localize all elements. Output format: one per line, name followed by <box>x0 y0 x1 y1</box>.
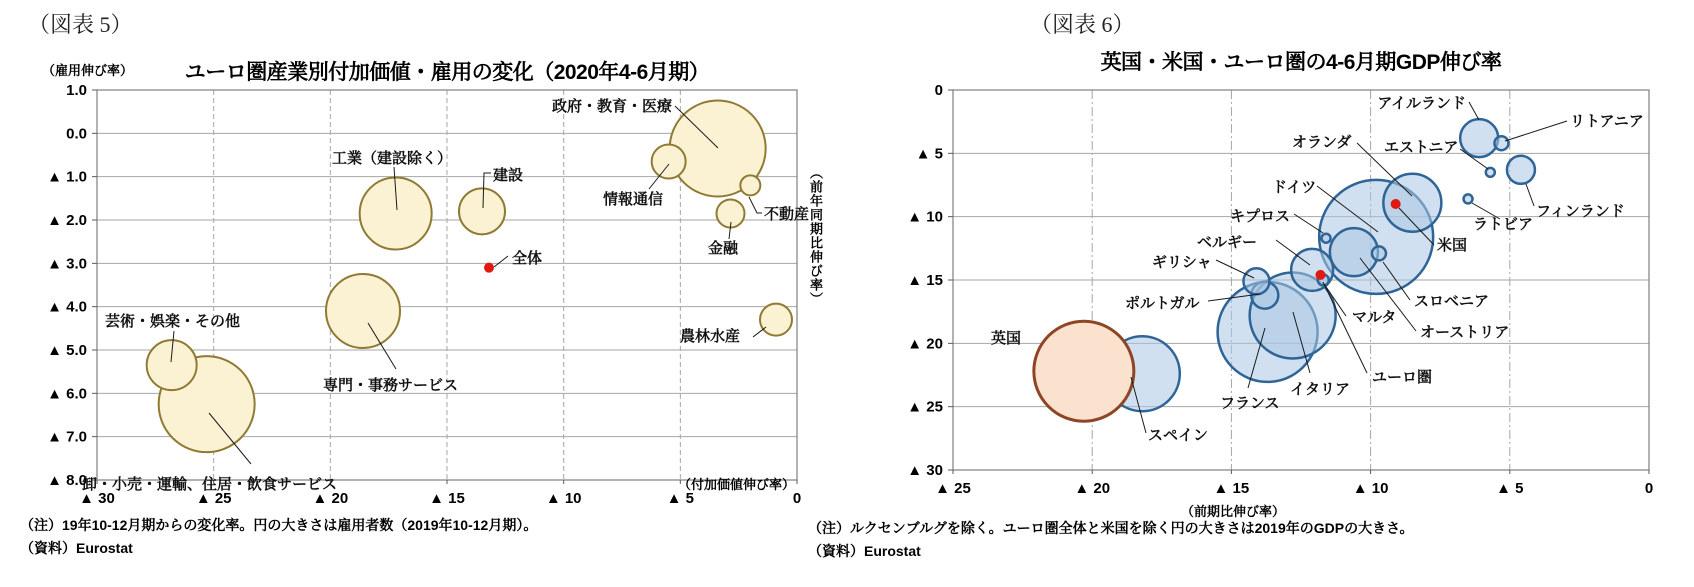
bubble-label: 英国 <box>991 330 1022 347</box>
fig5-label: （図表 5） <box>28 12 133 37</box>
bubble-label: キプロス <box>1230 208 1291 225</box>
bubble-label: 工業（建設除く） <box>331 150 453 167</box>
bubble-label: スロベニア <box>1414 293 1490 310</box>
fig5-x-axis-unit: （付加価値伸び率） <box>677 477 795 492</box>
bubble-label: スペイン <box>1148 427 1209 444</box>
y-tick-label: ▲ 10 <box>907 208 943 226</box>
bubble-label: ギリシャ <box>1152 254 1212 271</box>
y-tick-label: ▲ 20 <box>907 335 943 353</box>
bubble-label: 不動産 <box>764 206 810 223</box>
y-tick-label: ▲ 30 <box>907 462 943 479</box>
fig6-label: （図表 6） <box>1030 12 1135 37</box>
fig5-note: （注）19年10-12月期からの変化率。円の大きさは雇用者数（2019年10-12月期）。 <box>20 517 538 533</box>
leader-line <box>1469 102 1479 120</box>
bubble <box>459 188 505 234</box>
y-tick-label: 0.0 <box>66 125 87 143</box>
x-tick-label: ▲ 20 <box>1074 480 1111 497</box>
fig6-source: （資料）Eurostat <box>808 543 921 559</box>
x-tick-label: ▲ 15 <box>429 490 465 507</box>
bubble-label: 建設 <box>493 167 524 184</box>
y-tick-label: 0 <box>934 82 943 99</box>
y-tick-label: ▲ 3.0 <box>47 255 87 273</box>
bubble <box>740 175 760 195</box>
data-dot <box>484 263 494 273</box>
y-tick-label: ▲ 5 <box>915 145 943 163</box>
x-tick-label: ▲ 5 <box>1496 480 1524 497</box>
fig6-x-axis-unit: （前期比伸び率） <box>1180 504 1285 519</box>
x-tick-label: ▲ 15 <box>1213 480 1250 497</box>
fig5-title: ユーロ圏産業別付加価値・雇用の変化（2020年4-6月期） <box>184 61 710 84</box>
bubble-label: エストニア <box>1384 139 1459 156</box>
y-tick-label: ▲ 2.0 <box>47 212 87 229</box>
x-tick-label: 0 <box>792 490 802 507</box>
bubble <box>147 340 197 390</box>
bubble <box>1034 321 1134 421</box>
data-dot <box>1391 199 1401 209</box>
bubble <box>1460 119 1498 157</box>
y-tick-label: ▲ 25 <box>907 398 943 416</box>
bubble-label: ベルギー <box>1197 234 1258 251</box>
bubble-label: イタリア <box>1290 381 1351 398</box>
leader-line <box>1505 121 1567 141</box>
y-tick-label: ▲ 6.0 <box>47 385 87 403</box>
fig6-title: 英国・米国・ユーロ圏の4-6月期GDP伸び率 <box>1100 51 1502 74</box>
bubble-label: オーストリア <box>1420 324 1510 341</box>
x-tick-label: ▲ 10 <box>545 490 582 507</box>
bubble <box>326 274 400 348</box>
bubble-label: 金融 <box>708 240 739 257</box>
fig5-source: （資料）Eurostat <box>20 540 133 556</box>
leader-line <box>494 256 508 267</box>
bubble-label: 政府・教育・医療 <box>551 98 672 115</box>
bubble <box>1494 136 1508 150</box>
bubble-label: アイルランド <box>1377 95 1466 112</box>
bubble-label: マルタ <box>1352 309 1397 326</box>
bubble-label: 芸術・娯楽・その他 <box>105 313 241 330</box>
bubble-label: 農林水産 <box>680 328 741 345</box>
y-tick-label: ▲ 7.0 <box>47 428 87 446</box>
bubble-label: 専門・事務サービス <box>323 377 459 394</box>
bubble-label: オランダ <box>1292 134 1352 151</box>
leader-line <box>749 197 762 213</box>
y-tick-label: ▲ 4.0 <box>47 298 87 316</box>
leader-line <box>1526 184 1534 206</box>
bubble <box>652 145 686 179</box>
y-tick-label: ▲ 8.0 <box>47 472 87 489</box>
bubble-label: フランス <box>1220 395 1280 412</box>
y-tick-label: ▲ 1.0 <box>47 168 87 186</box>
bubble <box>1464 194 1473 203</box>
bubble <box>1243 268 1269 294</box>
fig5-y-axis-unit: （雇用伸び率） <box>42 63 134 78</box>
x-tick-label: ▲ 25 <box>935 480 971 497</box>
bubble-label: ユーロ圏 <box>1372 369 1433 386</box>
y-tick-label: ▲ 15 <box>907 272 943 289</box>
bubble-label: ドイツ <box>1272 179 1317 196</box>
fig6-note: （注）ルクセンブルグを除く。ユーロ圏全体と米国を除く円の大きさは2019年のGDPの大きさ。 <box>808 520 1414 536</box>
fig6-y-axis-unit: （前年同期比伸び率） <box>808 166 823 306</box>
x-tick-label: ▲ 25 <box>195 490 232 507</box>
x-tick-label: ▲ 30 <box>79 490 115 507</box>
x-tick-label: ▲ 10 <box>1352 480 1389 497</box>
leader-line <box>1216 260 1254 278</box>
leader-line <box>753 327 766 337</box>
bubble-label: リトアニア <box>1570 113 1644 130</box>
y-tick-label: 1.0 <box>66 82 87 99</box>
bubble-label: ポルトガル <box>1125 295 1200 312</box>
bubble-label: フィンランド <box>1536 203 1625 220</box>
bubble <box>1507 156 1535 184</box>
bubble <box>760 304 792 336</box>
x-tick-label: 0 <box>1644 480 1654 497</box>
x-tick-label: ▲ 5 <box>666 490 695 507</box>
bubble-label: 卸・小売・運輸、住居・飲食サービス <box>82 476 338 493</box>
y-tick-label: ▲ 5.0 <box>47 342 87 359</box>
bubble <box>1322 234 1331 243</box>
bubble <box>1486 168 1495 177</box>
bubble-label: 情報通信 <box>603 191 664 208</box>
bubble-label: ラトビア <box>1473 216 1534 233</box>
bubble-label: 全体 <box>512 250 543 267</box>
bubble-label: 米国 <box>1437 237 1468 254</box>
bubble <box>1330 228 1378 276</box>
bubble <box>1372 246 1386 260</box>
x-tick-label: ▲ 20 <box>312 490 349 507</box>
data-dot <box>1315 270 1325 280</box>
